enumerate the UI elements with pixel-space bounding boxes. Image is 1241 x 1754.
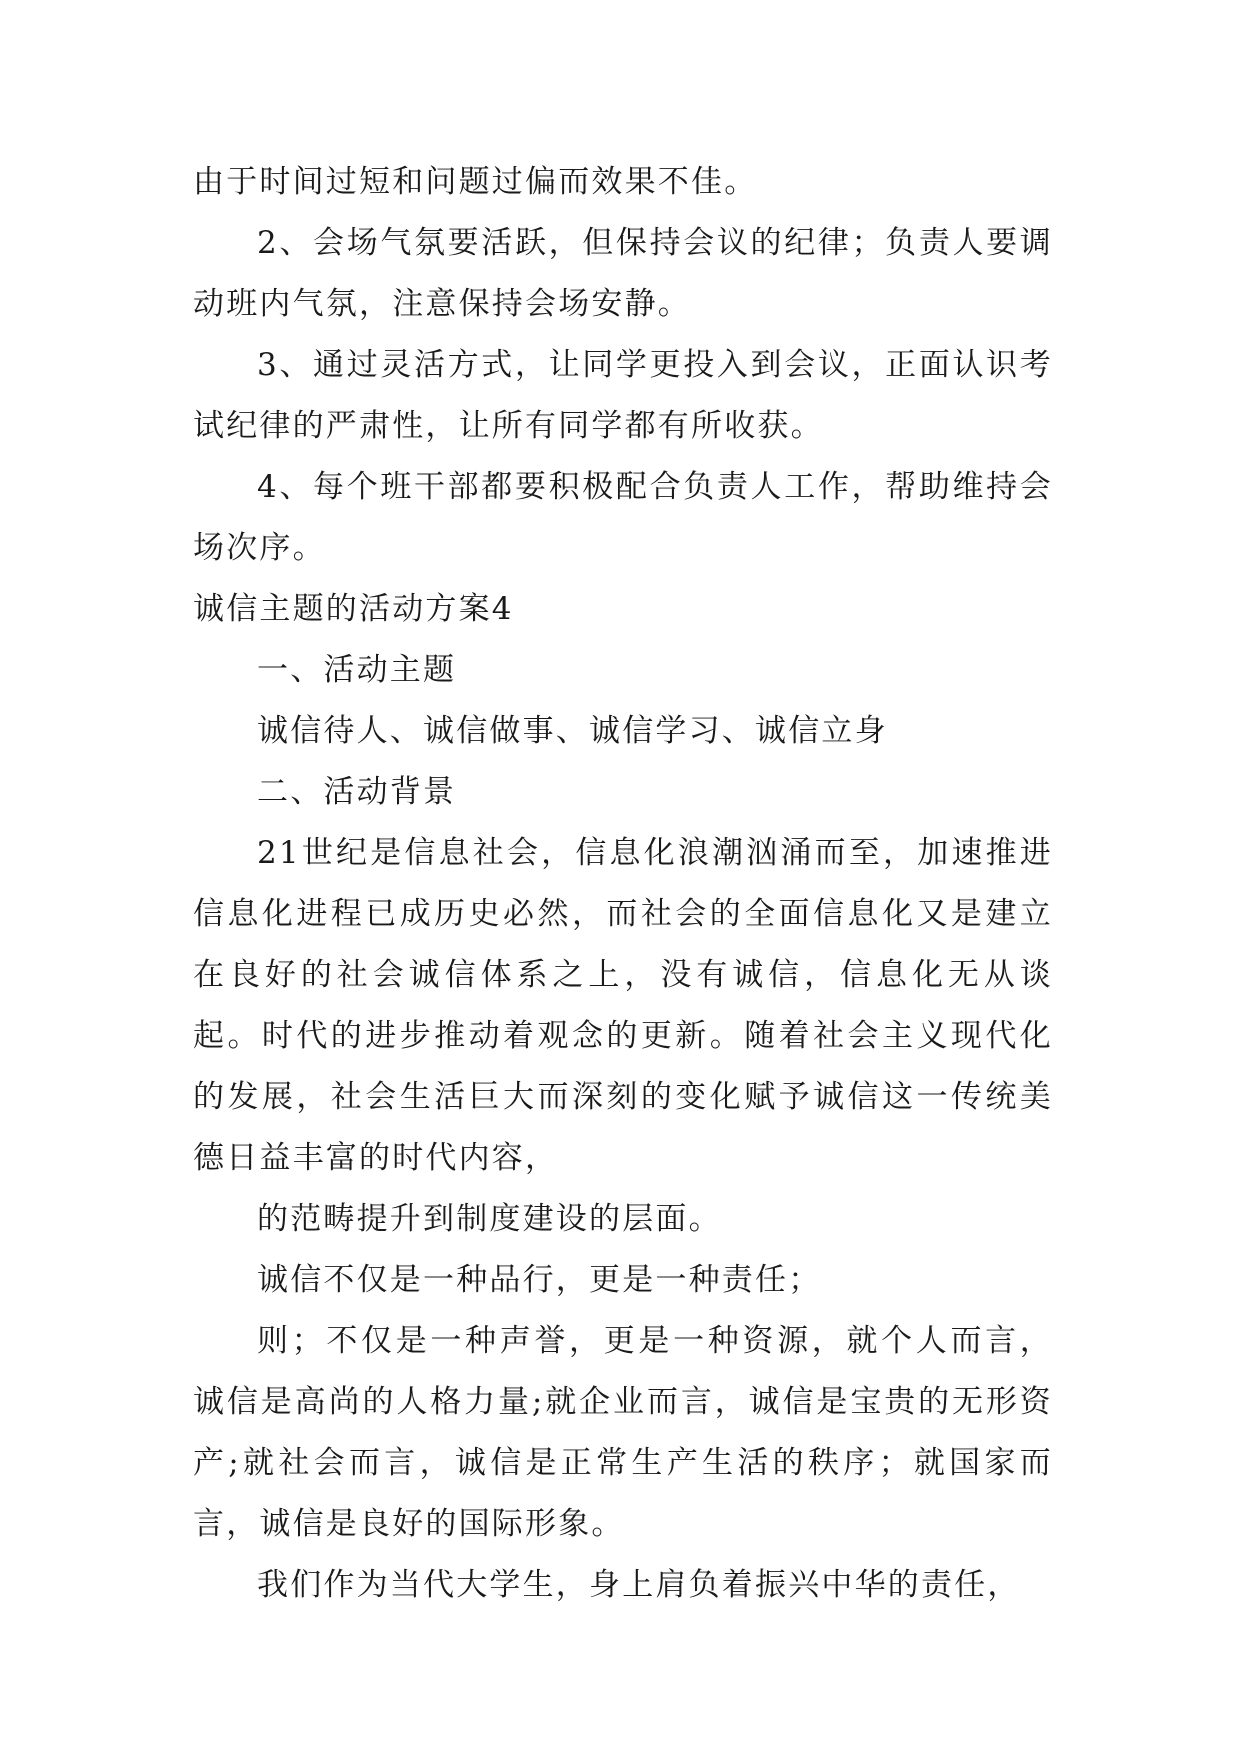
paragraph-students: 我们作为当代大学生，身上肩负着振兴中华的责任， [257, 1567, 1021, 1603]
paragraph-background: 21世纪是信息社会，信息化浪潮汹涌而至，加速推进信息化进程已成历史必然，而社会的全面信息化又是建立在良好的社会诚信体系之上，没有诚信，信息化无从谈起。时代的进步推动着观念的更新。随着社会主义现代化的发展，社会生活巨大而深刻的变化赋予诚信这一传统美德日益丰富的时代内容， [193, 835, 1053, 1176]
paragraph-continuation: 由于时间过短和问题过偏而效果不佳。 [193, 164, 758, 200]
paragraph-integrity-value: 则；不仅是一种声誉，更是一种资源，就个人而言，诚信是高尚的人格力量;就企业而言，诚信是宝贵的无形资产;就社会而言，诚信是正常生产生活的秩序；就国家而言，诚信是良好的国际形象。 [193, 1323, 1053, 1542]
section-title: 诚信主题的活动方案4 [193, 591, 514, 627]
document-page [193, 152, 1053, 1616]
paragraph-scope: 的范畴提升到制度建设的层面。 [257, 1201, 722, 1237]
subheading-activity-background: 二、活动背景 [257, 774, 457, 810]
paragraph-integrity-duty: 诚信不仅是一种品行，更是一种责任； [257, 1262, 822, 1298]
paragraph-item-3: 3、通过灵活方式，让同学更投入到会议，正面认识考试纪律的严肃性，让所有同学都有所收获。 [193, 347, 1053, 444]
paragraph-theme-content: 诚信待人、诚信做事、诚信学习、诚信立身 [257, 713, 888, 749]
paragraph-item-2: 2、会场气氛要活跃，但保持会议的纪律；负责人要调动班内气氛，注意保持会场安静。 [193, 225, 1053, 322]
subheading-activity-theme: 一、活动主题 [257, 652, 457, 688]
paragraph-item-4: 4、每个班干部都要积极配合负责人工作，帮助维持会场次序。 [193, 469, 1053, 566]
